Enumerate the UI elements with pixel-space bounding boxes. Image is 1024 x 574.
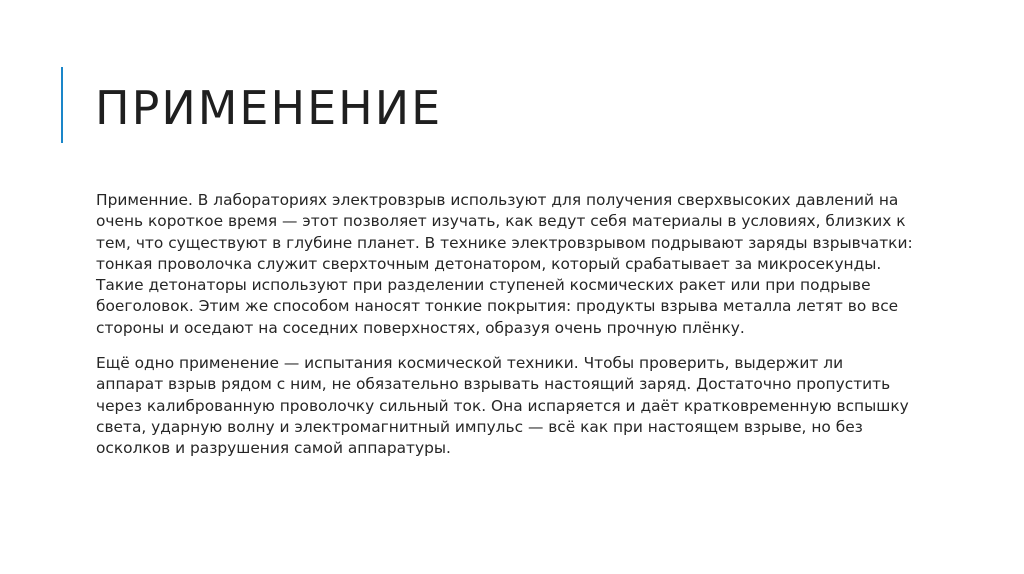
text-line: через калиброванную проволочку сильный ток. Она испаряется и даёт кратковременную вспышку	[96, 396, 909, 415]
paragraph-2	[96, 353, 956, 459]
text-line: Ещё одно применение — испытания космической техники. Чтобы проверить, выдержит ли	[96, 354, 844, 373]
text-line: света, ударную волну и электромагнитный импульс — всё как при настоящем взрыве, но без	[96, 417, 863, 436]
text-line: боеголовок. Этим же способом наносят тонкие покрытия: продукты взрыва металла летят во все	[96, 297, 899, 316]
text-line: очень короткое время — этот позволяет изучать, как ведут себя материалы в условиях, близких к	[96, 212, 906, 231]
slide-body	[96, 190, 956, 474]
text-line: тонкая проволочка служит сверхточным детонатором, который срабатывает за микросекунды.	[96, 254, 882, 273]
text-line: аппарат взрыв рядом с ним, не обязательно взрывать настоящий заряд. Достаточно пропустить	[96, 375, 891, 394]
slide-title: ПРИМЕНЕНИЕ	[95, 81, 443, 135]
text-line: Применние. В лабораториях электровзрыв используют для получения сверхвысоких давлений на	[96, 191, 899, 209]
paragraph-1	[96, 190, 956, 339]
text-line: осколков и разрушения самой аппаратуры.	[96, 439, 451, 458]
title-accent-bar	[61, 67, 63, 143]
text-line: Такие детонаторы используют при разделении ступеней космических ракет или при подрыве	[96, 276, 871, 295]
text-line: стороны и оседают на соседних поверхностях, образуя очень прочную плёнку.	[96, 318, 745, 337]
text-line: тем, что существуют в глубине планет. В технике электровзрывом подрывают заряды взрывчатки:	[96, 233, 913, 252]
